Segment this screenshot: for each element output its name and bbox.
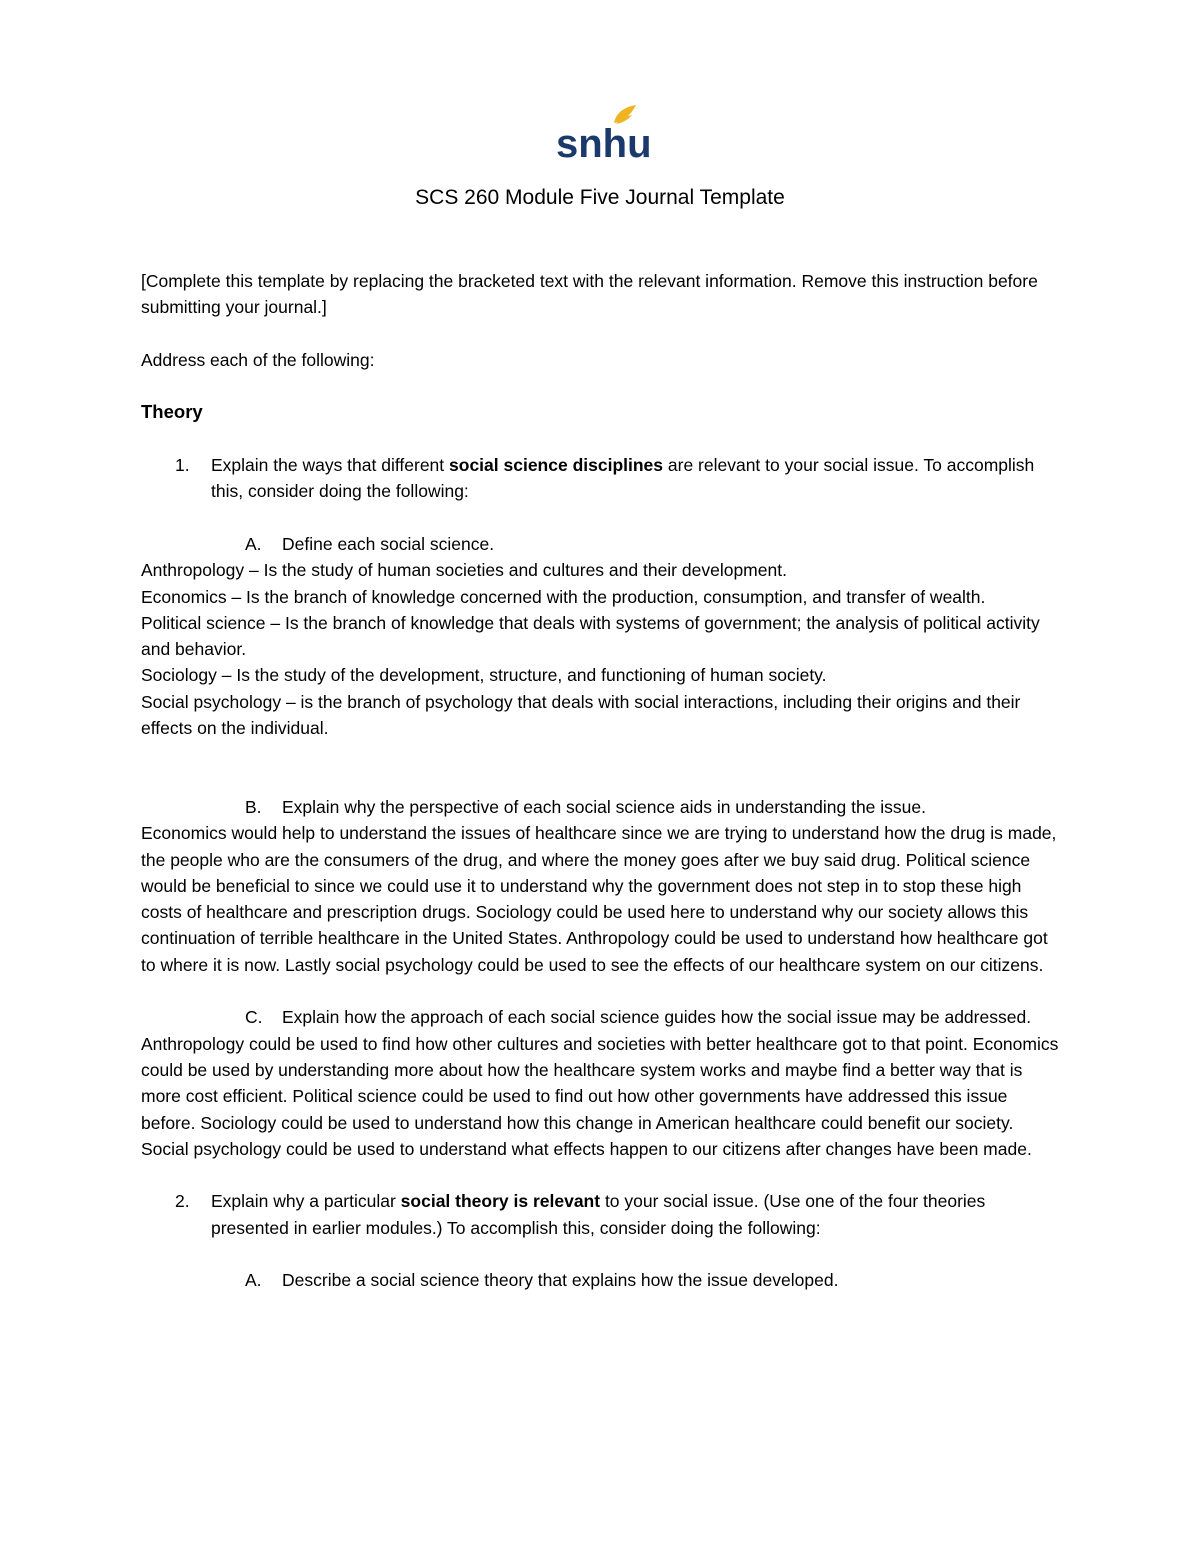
answer-b: Economics would help to understand the issues of healthcare since we are trying to understand how the drug is made, the people who are the consumers of the drug, and where the money goes after we buy said drug. Political science would be beneficial to since we could use it to understand why the government does not step in to stop these high costs of healthcare and prescription drugs. Sociology could be used here to understand why our society allows this continuation of terrible healthcare in the United States. Anthropology could be used to understand how healthcare got to where it is now. Lastly social psychology could be used to see the effects of our healthcare system on our citizens.: [141, 823, 1057, 975]
list-letter: A.: [245, 533, 262, 554]
snhu-logo: [556, 103, 652, 166]
definition-sociology: Sociology – Is the study of the development, structure, and functioning of human society.: [141, 665, 827, 686]
section-heading: Theory: [141, 401, 203, 423]
answer-c: Anthropology could be used to find how other cultures and societies with better healthcare got to that point. Economics could be used by understanding more about how the healthcare system works and maybe find a better way that is more cost efficient. Political science could be used to find out how other governments have addressed this issue before. Sociology could be used to understand how this change in American healthcare could benefit our society. Social psychology could be used to understand what effects happen to our citizens after changes have been made.: [141, 1033, 1059, 1159]
list-letter: C.: [245, 1007, 263, 1028]
item-text: to your social issue. (Use one of the four theories presented in earlier modules.) To accomplish this, consider doing the following:: [211, 1191, 986, 1238]
item-bold-text: social theory is relevant: [400, 1191, 601, 1212]
list-item-1a: [141, 531, 1061, 557]
instruction-text: [Complete this template by replacing the bracketed text with the relevant information. Remove this instruction before submitting your journal.]: [141, 271, 1038, 318]
item-text: Explain why the perspective of each social science aids in understanding the issue.: [282, 796, 926, 817]
item-text: Define each social science.: [282, 533, 495, 554]
item-text: Describe a social science theory that explains how the issue developed.: [282, 1270, 839, 1291]
page-title: SCS 260 Module Five Journal Template: [415, 186, 785, 209]
item-text: Explain why a particular: [211, 1191, 401, 1212]
list-item-1c: [141, 1004, 1061, 1030]
logo-text: snhu: [556, 122, 652, 166]
list-letter: B.: [245, 796, 262, 817]
item-text: are relevant to your social issue. To accomplish this, consider doing the following:: [211, 455, 1035, 502]
item-text: Explain how the approach of each social science guides how the social issue may be addressed.: [282, 1007, 1032, 1028]
item-text: Explain the ways that different: [211, 455, 450, 476]
definition-economics: Economics – Is the branch of knowledge concerned with the production, consumption, and transfer of wealth.: [141, 586, 986, 607]
document-body: [141, 268, 1061, 1294]
list-number: 1.: [175, 455, 190, 476]
definition-anthropology: Anthropology – Is the study of human societies and cultures and their development.: [141, 560, 787, 581]
list-item-2a: [141, 1267, 1061, 1293]
list-number: 2.: [175, 1191, 190, 1212]
list-item-1: [141, 452, 1061, 505]
list-letter: A.: [245, 1270, 262, 1291]
definition-social-psychology: Social psychology – is the branch of psychology that deals with social interactions, including their origins and their effects on the individual.: [141, 691, 1021, 739]
list-item-2: [141, 1188, 1061, 1241]
address-text: Address each of the following:: [141, 349, 375, 370]
definition-political-science: Political science – Is the branch of knowledge that deals with systems of government; the analysis of political activity and behavior.: [141, 612, 1040, 660]
list-item-1b: [141, 794, 1061, 820]
item-bold-text: social science disciplines: [449, 455, 664, 476]
